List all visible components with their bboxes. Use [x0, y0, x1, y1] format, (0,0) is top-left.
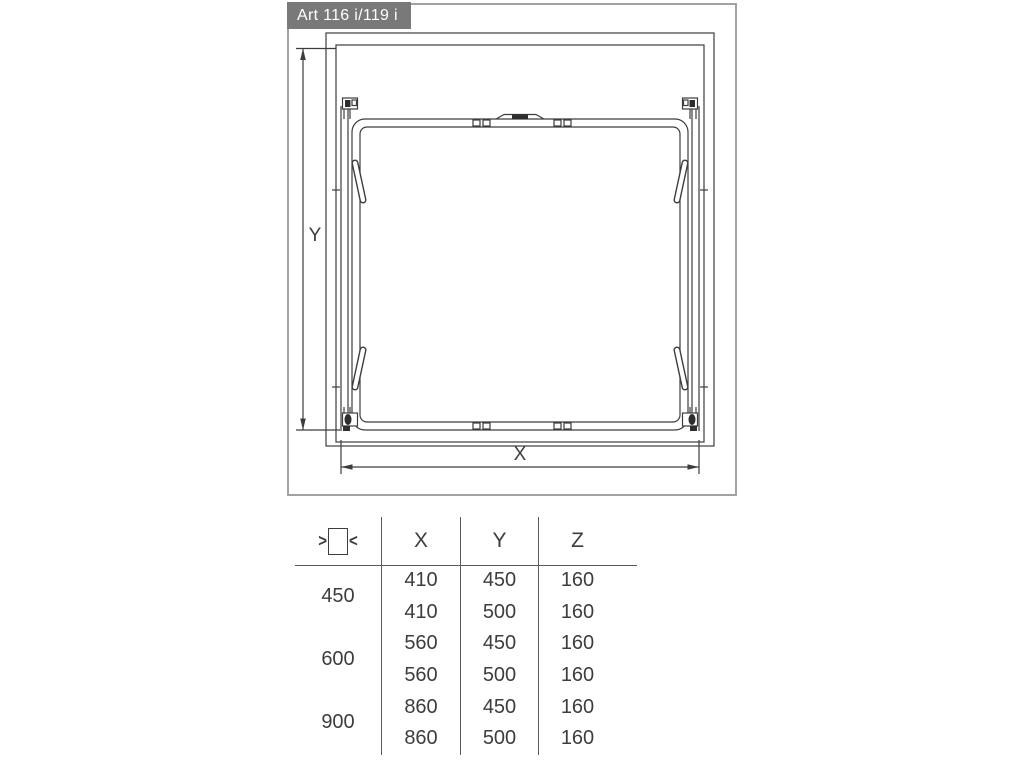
table-cell: 450 [460, 565, 538, 597]
table-cell: 500 [460, 660, 538, 692]
table-cell: 160 [538, 723, 616, 755]
x-dimension-label: X [513, 444, 527, 465]
group-label-600: 600 [321, 648, 355, 671]
table-cell: 560 [381, 660, 460, 692]
table-cell: 410 [381, 597, 460, 629]
cabinet-top-view-drawing [289, 5, 735, 493]
y-dimension [296, 49, 340, 431]
table-cell: 500 [460, 597, 538, 629]
table-cell: 160 [538, 628, 616, 660]
dimension-table [295, 517, 616, 755]
drawing-title: Art 116 i/119 i [287, 2, 411, 29]
table-cell: 860 [381, 723, 460, 755]
table-cell: 160 [538, 660, 616, 692]
column-header-y: Y [460, 517, 538, 565]
table-cell: 160 [538, 691, 616, 723]
column-header-x: X [381, 517, 460, 565]
runner-rails [332, 106, 708, 431]
group-label-450: 450 [321, 585, 355, 608]
table-cell: 160 [538, 597, 616, 629]
x-dimension [341, 440, 699, 474]
table-cell: 450 [460, 691, 538, 723]
width-icon-right-arrow: < [349, 531, 358, 551]
table-cell: 410 [381, 565, 460, 597]
group-label-900: 900 [321, 711, 355, 734]
table-cell: 500 [460, 723, 538, 755]
corner-clip-bottom-right [683, 407, 698, 431]
drawing-panel [287, 3, 737, 496]
corner-clip-top-right [683, 98, 698, 119]
width-icon-box [328, 528, 348, 555]
stabilizer-braces [355, 163, 685, 387]
column-header-z: Z [538, 517, 616, 565]
cabinet-outline [326, 33, 714, 446]
table-cell: 160 [538, 565, 616, 597]
width-column-header [295, 517, 381, 565]
corner-clip-top-left [343, 98, 358, 119]
width-icon-left-arrow: > [318, 531, 327, 551]
table-cell: 860 [381, 691, 460, 723]
y-dimension-label: Y [308, 225, 322, 246]
table-cell: 560 [381, 628, 460, 660]
table-header-divider [295, 565, 637, 566]
pullout-frame [352, 115, 688, 431]
table-cell: 450 [460, 628, 538, 660]
frame-centre-catch [512, 115, 528, 120]
corner-clip-bottom-left [343, 407, 358, 431]
cabinet-width-icon [318, 528, 358, 555]
